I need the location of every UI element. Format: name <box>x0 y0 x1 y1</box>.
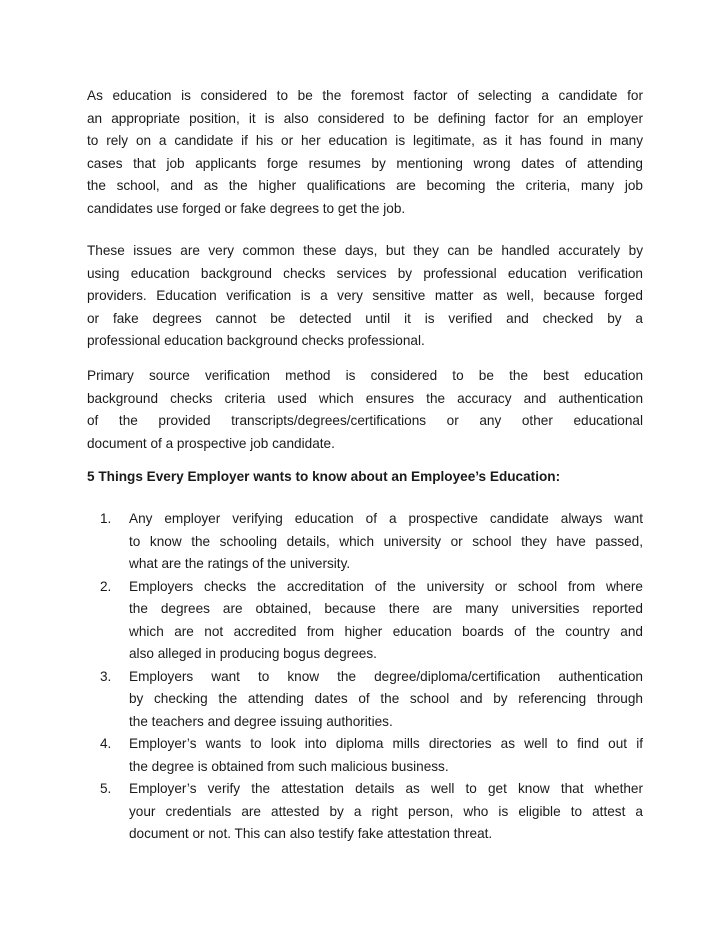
text-line: the school, and as the higher qualifications are becoming the criteria, many job <box>87 178 643 193</box>
paragraph-2 <box>87 240 643 353</box>
text-line: Employers want to know the degree/diploma/certification authentication <box>129 668 643 684</box>
text-line: which are not accredited from higher education boards of the country and <box>129 623 643 639</box>
text-line: candidates use forged or fake degrees to get the job. <box>87 200 406 216</box>
paragraph-3 <box>87 365 643 455</box>
text-line: document or not. This can also testify fake attestation threat. <box>129 826 493 841</box>
list-number: 5. <box>100 781 112 796</box>
text-line: Any employer verifying education of a prospective candidate always want <box>129 511 643 526</box>
text-line: an appropriate position, it is also considered to be defining factor for an employer <box>87 110 643 126</box>
list-item <box>87 508 643 576</box>
text-line: Employer’s wants to look into diploma mills directories as well to find out if <box>129 736 643 751</box>
text-line: of the provided transcripts/degrees/certifications or any other educational <box>87 413 643 428</box>
text-line: Primary source verification method is considered to be the best education <box>87 368 643 383</box>
text-line: professional education background checks professional. <box>87 333 425 348</box>
text-line: or fake degrees cannot be detected until it is verified and checked by a <box>87 310 643 326</box>
text-line: As education is considered to be the foremost factor of selecting a candidate for <box>87 88 643 103</box>
list-number: 3. <box>100 668 112 684</box>
text-line: cases that job applicants forge resumes by mentioning wrong dates of attending <box>87 155 643 171</box>
heading-text: 5 Things Every Employer wants to know about an Employee’s Education: <box>87 469 561 484</box>
section-heading <box>87 466 643 489</box>
text-line: Employers checks the accreditation of the university or school from where <box>129 578 643 594</box>
numbered-list <box>87 508 643 846</box>
text-line: your credentials are attested by a right person, who is eligible to attest a <box>129 803 643 819</box>
list-item <box>87 576 643 666</box>
text-line: by checking the attending dates of the school and by referencing through <box>129 691 643 706</box>
list-number: 2. <box>100 578 112 594</box>
list-item <box>87 733 643 778</box>
text-line: Employer’s verify the attestation details as well to get know that whether <box>129 781 643 796</box>
list-item <box>87 666 643 734</box>
text-line: background checks criteria used which ensures the accuracy and authentication <box>87 390 643 406</box>
text-line: the teachers and degree issuing authorities. <box>129 713 393 729</box>
text-line: These issues are very common these days, but they can be handled accurately by <box>87 243 643 258</box>
text-line: document of a prospective job candidate. <box>87 435 335 451</box>
text-line: providers. Education verification is a very sensitive matter as well, because forged <box>87 288 643 303</box>
text-line: the degrees are obtained, because there are many universities reported <box>129 601 643 616</box>
list-number: 4. <box>100 736 112 751</box>
list-item <box>87 778 643 846</box>
text-line: what are the ratings of the university. <box>129 556 351 571</box>
text-line: the degree is obtained from such malicious business. <box>129 758 449 774</box>
text-line: to rely on a candidate if his or her education is legitimate, as it has found in many <box>87 133 643 148</box>
text-line: also alleged in producing bogus degrees. <box>129 646 377 661</box>
text-line: to know the schooling details, which university or school they have passed, <box>129 533 643 549</box>
paragraph-1 <box>87 85 643 220</box>
list-number: 1. <box>100 511 112 526</box>
text-line: using education background checks services by professional education verification <box>87 265 643 281</box>
